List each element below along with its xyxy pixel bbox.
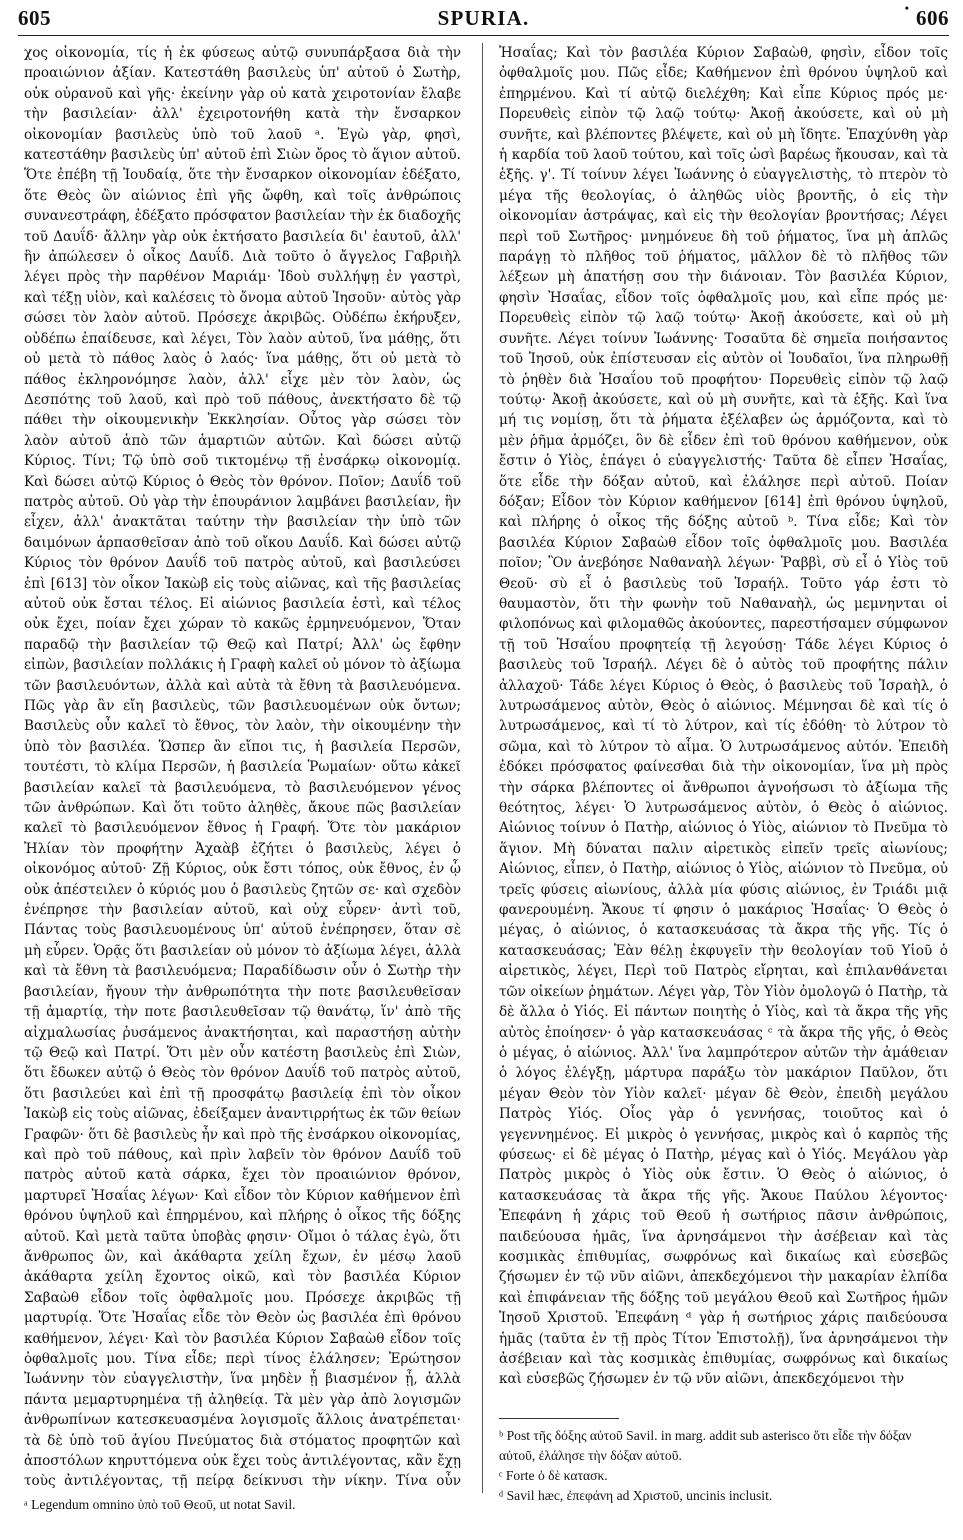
page-number-left: 605 bbox=[18, 6, 51, 30]
header-rule bbox=[18, 35, 949, 36]
printer-mark: • bbox=[904, 1, 909, 15]
column-divider bbox=[482, 43, 483, 1493]
running-title: SPURIA. bbox=[437, 6, 530, 30]
left-column bbox=[24, 43, 461, 1489]
footnote-d: ᵈ Savil hæc, ἐπεφάνη ad Χριστοῦ, uncinis inclusit. bbox=[499, 1488, 773, 1503]
footnote-b: ᵇ Post τῆς δόξης αὐτοῦ Savil. in marg. addit sub asterisco ὅτι εἶδε τὴν δόξαν αὐτοῦ, ἐλάλησε τὴν δόξαν αὐτοῦ. bbox=[499, 1428, 912, 1463]
footnote-rule bbox=[499, 1418, 619, 1419]
right-column-text: Ἠσαΐας; Καὶ τὸν βασιλέα Κύριον Σαβαὼθ, φησὶν, εἶδον τοῖς ὀφθαλμοῖς μου. Πῶς εἶδε; Καθήμενον ἐπὶ θρόνου ὑψηλοῦ καὶ ἐπηρμένου. Καὶ τί αὐτῷ διελέχθη; Καὶ εἶπε Κύριος πρός με· Πορευθεὶς εἰπὸν τῷ λαῷ τούτῳ· Ἀκοῇ ἀκούσετε, καὶ οὐ μὴ συνῆτε, καὶ βλέποντες βλέψετε, καὶ οὐ μὴ ἴδητε. Ἐπαχύνθη γὰρ ἡ καρδία τοῦ λαοῦ τούτου, καὶ τοῖς ὠσὶ βαρέως ἤκουσαν, καὶ τὰ ἑξῆς. γ'. Τί τοίνυν λέγει Ἰωάννης ὁ εὐαγγελιστὴς, τὸ πτερὸν τὸ μέγα τῆς θεολογίας, ὁ ἀληθῶς υἱὸς βροντῆς, ὁ εἰς τὴν οἰκονομίαν ἀστράψας, καὶ εἰς τὴν θεολογίαν βροντήσας; Λέγει περὶ τοῦ Σωτῆρος· μνημόνευε δὴ τοῦ ῥήματος, ἵνα μὴ ἁπλῶς παράγῃ τὸ πλῆθος τοῦ ῥήματος, μᾶλλον δὲ τὸ πλῆθος τῶν λέξεων μὴ ἀπατήσῃ σου τὴν διάνοιαν. Τὸν βασιλέα Κύριον, φησὶν Ἠσαΐας, εἶδον τοῖς ὀφθαλμοῖς μου, καὶ εἶπε πρός με· Πορευθεὶς εἰπὸν τῷ λαῷ τούτῳ· Ἀκοῇ ἀκούσετε, καὶ οὐ μὴ συνῆτε. Λέγει τοίνυν Ἰωάννης· Τοσαῦτα δὲ σημεῖα ποιήσαντος τοῦ Ἰησοῦ, οὐκ ἐπίστευσαν εἰς αὐτὸν οἱ Ἰουδαῖοι, ἵνα πληρωθῇ τὸ ῥηθὲν διὰ Ἠσαΐου τοῦ προφήτου· Πορευθεὶς εἰπὸν τῷ λαῷ τούτῳ· Ἀκοῇ ἀκούσετε, καὶ οὐ μὴ συνῆτε, καὶ τὰ ἑξῆς. Καὶ ἵνα μή τις νομίσῃ, ὅτι τὰ ῥήματα ἐξέλαβεν ὡς ἁρμόζοντα, καὶ τὸ μὲν ῥῆμα ἁρμόζει, ὃν δὲ εἶδεν ἐπὶ τοῦ θρόνου καθήμενον, οὐκ ἔστιν ὁ Υἱὸς, ἐπάγει ὁ εὐαγγελιστής· Ταῦτα δὲ εἶπεν Ἠσαΐας, ὅτε εἶδε τὴν δόξαν αὐτοῦ, καὶ ἐλάλησε περὶ αὐτοῦ. Ποίαν δόξαν; Εἶδον τὸν Κύριον καθήμενον [614] ἐπὶ θρόνου ὑψηλοῦ, καὶ πλήρης ὁ οἶκος τῆς δόξης αὐτοῦ ᵇ. Τίνα εἶδε; Καὶ τὸν βασιλέα Κύριον Σαβαὼθ εἶδον τοῖς ὀφθαλμοῖς μου. Βασιλέα ποῖον; Ὃν ἀνεβόησε Ναθαναὴλ λέγων· Ῥαββὶ, σὺ εἶ ὁ Υἱὸς τοῦ Θεοῦ· σὺ εἶ ὁ βασιλεὺς τοῦ Ἰσραήλ. Τοῦτο γάρ ἐστι τὸ θαυμαστὸν, ὅτι τὴν φωνὴν τοῦ Ναθαναὴλ, ὡς μεμνηνται οἱ φιλοπόνως καὶ φιλομαθῶς ἀκούοντες, παρεστήσαμεν σύμφωνον τῇ τοῦ Ἠσαΐου προφητείᾳ τῇ λεγούσῃ· Τάδε λέγει Κύριος ὁ βασιλεὺς τοῦ Ἰσραήλ. Λέγει δὲ ὁ αὐτὸς τοῦ προφήτης πάλιν ἀλλαχοῦ· Τάδε λέγει Κύριος ὁ Θεὸς, ὁ βασιλεὺς τοῦ Ἰσραὴλ, ὁ λυτρωσάμενος αὐτὸν, Θεὸς ὁ αἰώνιος. Μέμνησαι δὲ καὶ τίς ὁ λυτρωσάμενος, καὶ τί τὸ λύτρον, καὶ τίς ἐδόθη· τὸ λύτρον τὸ σῶμα, καὶ τὸ λύτρον τὸ αἷμα. Ὁ λυτρωσάμενος αὐτόν. Ἐπειδὴ ἐδόκει πρόσφατος φαίνεσθαι διὰ τὴν οἰκονομίαν, ἵνα μὴ πρὸς τὴν σάρκα βλέποντες οἱ ἄνθρωποι ἀγνοήσωσι τὸ ἀξίωμα τῆς θεότητος, λέγει· Ὁ λυτρωσάμενος αὐτὸν, ὁ Θεὸς ὁ αἰώνιος. Αἰώνιος τοίνυν ὁ Πατὴρ, αἰώνιος ὁ Υἱὸς, αἰώνιον τὸ Πνεῦμα τὸ ἅγιον. Μὴ δύναται παλιν αἱρετικὸς εἰπεῖν τρεῖς αἰωνίους; Αἰώνιος, εἶπεν, ὁ Πατὴρ, αἰώνιος ὁ Υἱὸς, αἰώνιον τὸ Πνεῦμα, οὐ τρεῖς φύσεις αἰωνίους, ἀλλὰ μία φύσις αἰώνιος, ἐν Τριάδι μιᾷ φανερουμένη. Ἄκουε τί φησιν ὁ μακάριος Ἠσαΐας· Ὁ Θεὸς ὁ μέγας, ὁ αἰώνιος, ὁ κατασκευάσας τὰ ἄκρα τῆς γῆς. Τίς ὁ κατασκευάσας; Ἐὰν θέλῃ ἐκφυγεῖν τὴν θεολογίαν τοῦ Υἱοῦ ὁ αἱρετικὸς, λέγει, Περὶ τοῦ Πατρὸς εἴρηται, καὶ ἐπιλανθάνεται τῶν οἰκείων ῥημάτων. Λέγει γὰρ, Τὸν Υἱὸν ὁμολογῶ ὁ Πατὴρ, τὰ δὲ ἄλλα ὁ Υἱός. Εἰ πάντων ποιητὴς ὁ Υἱὸς, καὶ τὰ ἄκρα τῆς γῆς αὐτὸς ἐποίησεν· ὁ γὰρ κατασκευάσας ᶜ τὰ ἄκρα τῆς γῆς, ὁ Θεὸς ὁ μέγας, ὁ αἰώνιος. Ἀλλ' ἵνα λαμπρότερον αὐτῶν τὴν ἀμάθειαν ὁ λόγος ἐλέγξῃ, μάρτυρα παράξω τὸν μακάριον Παῦλον, ὅτι μέγαν Θεὸν τὸν Υἱὸν καλεῖ· μέγαν δὲ Θεὸν, ἐπειδὴ μεγάλου Πατρὸς Υἱός. Οἷος γὰρ ὁ γεννήσας, τοιοῦτος καὶ ὁ γεγεννημένος. Εἰ μικρὸς ὁ γεννήσας, μικρὸς καὶ ὁ καρπὸς τῆς φύσεως· εἰ δὲ μέγας ὁ Πατὴρ, μέγας καὶ ὁ Υἱός. Μεγάλου γὰρ Πατρὸς μικρὸς ὁ Υἱὸς οὐκ ἔστιν. Ὁ Θεὸς ὁ αἰώνιος, ὁ κατασκευάσας τὰ ἄκρα τῆς γῆς. Ἄκουε Παύλου λέγοντος· Ἐπεφάνη ἡ χάρις τοῦ Θεοῦ ἡ σωτήριος πᾶσιν ἀνθρώποις, παιδεύουσα ἡμᾶς, ἵνα ἀρνησάμενοι τὴν ἀσέβειαν καὶ τὰς κοσμικὰς ἐπιθυμίας, σωφρόνως καὶ δικαίως καὶ εὐσεβῶς ζήσωμεν ἐν τῷ νῦν αἰῶνι, ἀπεκδεχόμενοι τὴν μακαρίαν ἐλπίδα καὶ ἐπιφάνειαν τῆς δόξης τοῦ μεγάλου Θεοῦ καὶ Σωτῆρος ἡμῶν Ἰησοῦ Χριστοῦ. Ἐπεφάνη ᵈ γὰρ ἡ σωτήριος χάρις παιδεύουσα ἡμᾶς (ταῦτα ἐν τῇ πρὸς Τίτον Ἐπιστολῇ), ἵνα ἀρνησάμενοι τὴν ἀσέβειαν καὶ τὰς κοσμικὰς ἐπιθυμίας, σωφρόνως καὶ δικαίως καὶ εὐσεβῶς ζήσωμεν ἐν τῷ νῦν αἰῶνι, ἀπεκδεχόμενοι τὴν bbox=[499, 45, 948, 1388]
right-footnotes bbox=[499, 1426, 948, 1506]
left-column-text: χος οἰκονομία, τίς ἡ ἐκ φύσεως αὐτῷ συνυπάρξασα διὰ τὴν προαιώνιον ἀξίαν. Κατεστάθη βασιλεὺς ὑπ' αὐτοῦ ὁ Σωτὴρ, οὐκ οὐρανοῦ καὶ γῆς· ἐκείνην γὰρ οὐ κατὰ χειροτονίαν ἔλαβε τὴν βασιλείαν· ἀλλ' ἐχειροτονήθη κατὰ τὴν ἔνσαρκον οἰκονομίαν βασιλεὺς ὑπὸ τοῦ λαοῦ ᵃ. Ἐγὼ γὰρ, φησὶ, κατεστάθην βασιλεὺς ὑπ' αὐτοῦ ἐπὶ Σιὼν ὄρος τὸ ἅγιον αὐτοῦ. Ὅτε ἐπέβη τῇ Ἰουδαίᾳ, ὅτε τὴν ἔνσαρκον οἰκονομίαν ἐδέξατο, ὅτε Θεὸς ὢν αἰώνιος ἐπὶ γῆς ὤφθη, καὶ τοῖς ἀνθρώποις συνανεστράφη, ἐδέξατο πρόσφατον βασιλείαν τὴν ἐκ διαδοχῆς τοῦ Δαυΐδ· ἄλλην γὰρ οὐκ ἐκτήσατο βασιλεία δι' ἑαυτοῦ, ἀλλ' ἣν ἀπώλεσεν ὁ οἶκος Δαυΐδ. Διὰ τοῦτο ὁ ἄγγελος Γαβριὴλ λέγει πρὸς τὴν παρθένον Μαριάμ· Ἰδοὺ συλλήψῃ ἐν γαστρὶ, καὶ τέξῃ υἱὸν, καὶ καλέσεις τὸ ὄνομα αὐτοῦ Ἰησοῦν· αὐτὸς γὰρ σώσει τὸν λαὸν αὐτοῦ. Πρόσεχε ἀκριβῶς. Οὐδέπω ἐκήρυξεν, οὐδέπω ἐπαίδευσε, καὶ λέγει, Τὸν λαὸν αὐτοῦ, ἵνα μάθῃς, ὅτι οὐ μετὰ τὸ πάθος λαὸς ὁ λαός· ἵνα μάθῃς, ὅτι οὐ μετὰ τὸ πάθος ἐκληρονόμησε λαὸν, ἀλλ' εἶχε μὲν τὸν λαὸν, ὡς Δεσπότης τοῦ λαοῦ, καὶ πρὸ τοῦ πάθους, ἀνεκτήσατο δὲ τῷ πάθει τὴν οἰκουμενικὴν Ἐκκλησίαν. Οὗτος γὰρ σώσει τὸν λαὸν αὐτοῦ ἀπὸ τῶν ἁμαρτιῶν αὐτῶν. Καὶ δώσει αὐτῷ Κύριος. Τίνι; Τῷ ὑπὸ σοῦ τικτομένῳ τῇ ἐνσάρκῳ οἰκονομίᾳ. Καὶ δώσει αὐτῷ Κύριος ὁ Θεὸς τὸν θρόνον. Ποῖον; Δαυΐδ τοῦ πατρὸς αὐτοῦ. Οὐ γὰρ τὴν ἐπουράνιον λαμβάνει βασιλείαν, ἣν εἶχεν, ἀλλ' ἀνακτᾶται ταύτην τὴν βασιλείαν τὴν ὑπὸ τῶν δαιμόνων ἁρπασθεῖσαν ἀπὸ τοῦ οἴκου Δαυΐδ. Καὶ δώσει αὐτῷ Κύριος τὸν θρόνον Δαυΐδ τοῦ πατρὸς αὐτοῦ, καὶ βασιλεύσει ἐπὶ [613] τὸν οἶκον Ἰακὼβ εἰς τοὺς αἰῶνας, καὶ τῆς βασιλείας αὐτοῦ οὐκ ἔσται τέλος. Εἰ αἰώνιος βασιλεία ἐστὶ, καὶ τέλος οὐκ ἔχει, ποίαν ἔχει χώραν τὸ κακῶς ἑρμηνευόμενον, Ὅταν παραδῷ τὴν βασιλείαν τῷ Θεῷ καὶ Πατρί; Ἀλλ' ὡς ἔφθην εἰπὼν, βασιλείαν πολλάκις ἡ Γραφὴ καλεῖ οὐ μόνον τὸ ἀξίωμα τῶν βασιλευόντων, ἀλλὰ καὶ αὐτὰ τὰ ἔθνη τὰ βασιλευόμενα. Πῶς γὰρ ἂν εἴη βασιλεὺς, τῶν βασιλευομένων οὐκ ὄντων; Βασιλεὺς οὖν καλεῖ τὸ ἔθνος, τὸν λαὸν, τὴν οἰκουμένην τὴν ὑπὸ τὸν βασιλέα. Ὥσπερ ἂν εἴποι τις, ἡ βασιλεία Περσῶν, τουτέστι, τὸ κλίμα Περσῶν, ἡ βασιλεία Ῥωμαίων· οὕτω κἀκεῖ βασιλείαν καλεῖ τὰ βασιλευόμενα, τὸ βασιλευόμενον γένος τῶν ἀνθρώπων. Καὶ ὅτι τοῦτο ἀληθὲς, ἄκουε πῶς βασιλείαν καλεῖ τὸ βασιλευόμενον ἔθνος ἡ Γραφή. Ὅτε τὸν μακάριον Ἠλίαν τὸν προφήτην Ἀχαὰβ ἐζήτει ὁ βασιλεὺς, λέγει ὁ οἰκονόμος αὐτοῦ· Ζῇ Κύριος, οὐκ ἔστι τόπος, οὐκ ἔθνος, ἐν ᾧ οὐκ ἀπέστειλεν ὁ κύριός μου ὁ βασιλεὺς ζητῶν σε· καὶ σχεδὸν ἐνέπρησε τὴν βασιλείαν αὐτοῦ, καὶ οὐχ εὗρεν· ἀντὶ τοῦ, Πάντας τοὺς βασιλευομένους ὑπ' αὐτοῦ ἐνέπρησεν, ὅταν σὲ μὴ εὗρεν. Ὁρᾷς ὅτι βασιλείαν οὐ μόνον τὸ ἀξίωμα λέγει, ἀλλὰ καὶ τὰ ἔθνη τὰ βασιλευόμενα; Παραδίδωσιν οὖν ὁ Σωτὴρ τὴν βασιλείαν, ἤγουν τὴν ἀνθρωπότητα τὴν ποτε βασιλευθεῖσαν τῇ ἁμαρτίᾳ, τὴν ποτε βασιλευθεῖσαν τῷ θανάτῳ, ἵν' ἀπὸ τῆς αἰχμαλωσίας ῥυσάμενος ἀνακτήσηται, καὶ παραστήσῃ αὐτὴν τῷ Θεῷ καὶ Πατρί. Ὅτι μὲν οὖν κατέστη βασιλεὺς ἐπὶ Σιὼν, ὅτι ἔδωκεν αὐτῷ ὁ Θεὸς τὸν θρόνον Δαυΐδ τοῦ πατρὸς αὐτοῦ, ὅτι βασιλεύει καὶ ἐπὶ τῇ προσφάτῳ βασιλείᾳ ἐπὶ τὸν οἶκον Ἰακὼβ εἰς τοὺς αἰῶνας, ἐδείξαμεν ἀναντιρρήτως ἐκ τῶν θείων Γραφῶν· ὅτι δὲ βασιλεὺς ἦν καὶ πρὸ τῆς ἐνσάρκου οἰκονομίας, καὶ πρὸ τοῦ πάθους, καὶ πρὶν λαβεῖν τὸν θρόνον Δαυΐδ τοῦ πατρὸς αὐτοῦ κατὰ σάρκα, ἔχει τὸν προαιώνιον θρόνον, μαρτυρεῖ Ἠσαΐας λέγων· Καὶ εἶδον τὸν Κύριον καθήμενον ἐπὶ θρόνου ὑψηλοῦ καὶ ἐπηρμένου, καὶ πλήρης ὁ οἶκος τῆς δόξης αὐτοῦ. Καὶ μετὰ ταῦτα ὑποβὰς φησιν· Οἴμοι ὁ τάλας ἐγὼ, ὅτι ἄνθρωπος ὢν, καὶ ἀκάθαρτα χείλη ἔχων, ἐν μέσῳ λαοῦ ἀκάθαρτα χείλη ἔχοντος οἰκῶ, καὶ τὸν βασιλέα Κύριον Σαβαὼθ εἶδον τοῖς ὀφθαλμοῖς μου. Πρόσεχε ἀκριβῶς τῇ μαρτυρίᾳ. Ὅτε Ἠσαΐας εἶδε τὸν Θεὸν ὡς βασιλέα ἐπὶ θρόνου καθήμενον, λέγει· Καὶ τὸν βασιλέα Κύριον Σαβαὼθ εἶδον τοῖς ὀφθαλμοῖς μου. Τίνα εἶδε; περὶ τίνος ἐλάλησεν; Ἐρώτησον Ἰωάννην τὸν εὐαγγελιστὴν, ἵνα μηδὲν ᾖ βιασμένον ᾖ, ἀλλὰ πάντα μεμαρτυρημένα τῇ ἀληθείᾳ. Τὰ μὲν γὰρ ἀπὸ λογισμῶν ἀνθρωπίνων κατεσκευασμένα λογισμοῖς ἄλλοις ἀνατρέπεται· τὰ δὲ ὑπὸ τοῦ ἁγίου Πνεύματος διὰ στόματος προφητῶν καὶ ἀποστόλων κηρυττόμενα οὐκ ἔχει τοὺς ἀντιλέγοντας, κἂν ἔχῃ τοὺς ἀντιλέγοντας, τῇ πείρᾳ δείκνυσι τὴν νίκην. Τίνα οὖν bbox=[24, 45, 461, 1489]
left-footnote: ᵃ Legendum omnino ὑπὸ τοῦ Θεοῦ, ut notat Savil. bbox=[24, 1497, 296, 1512]
footnote-c: ᶜ Forte ὁ δὲ κατασκ. bbox=[499, 1468, 608, 1483]
right-column bbox=[499, 43, 948, 1393]
running-head bbox=[18, 1, 949, 34]
page-number-right: 606 bbox=[916, 6, 949, 30]
